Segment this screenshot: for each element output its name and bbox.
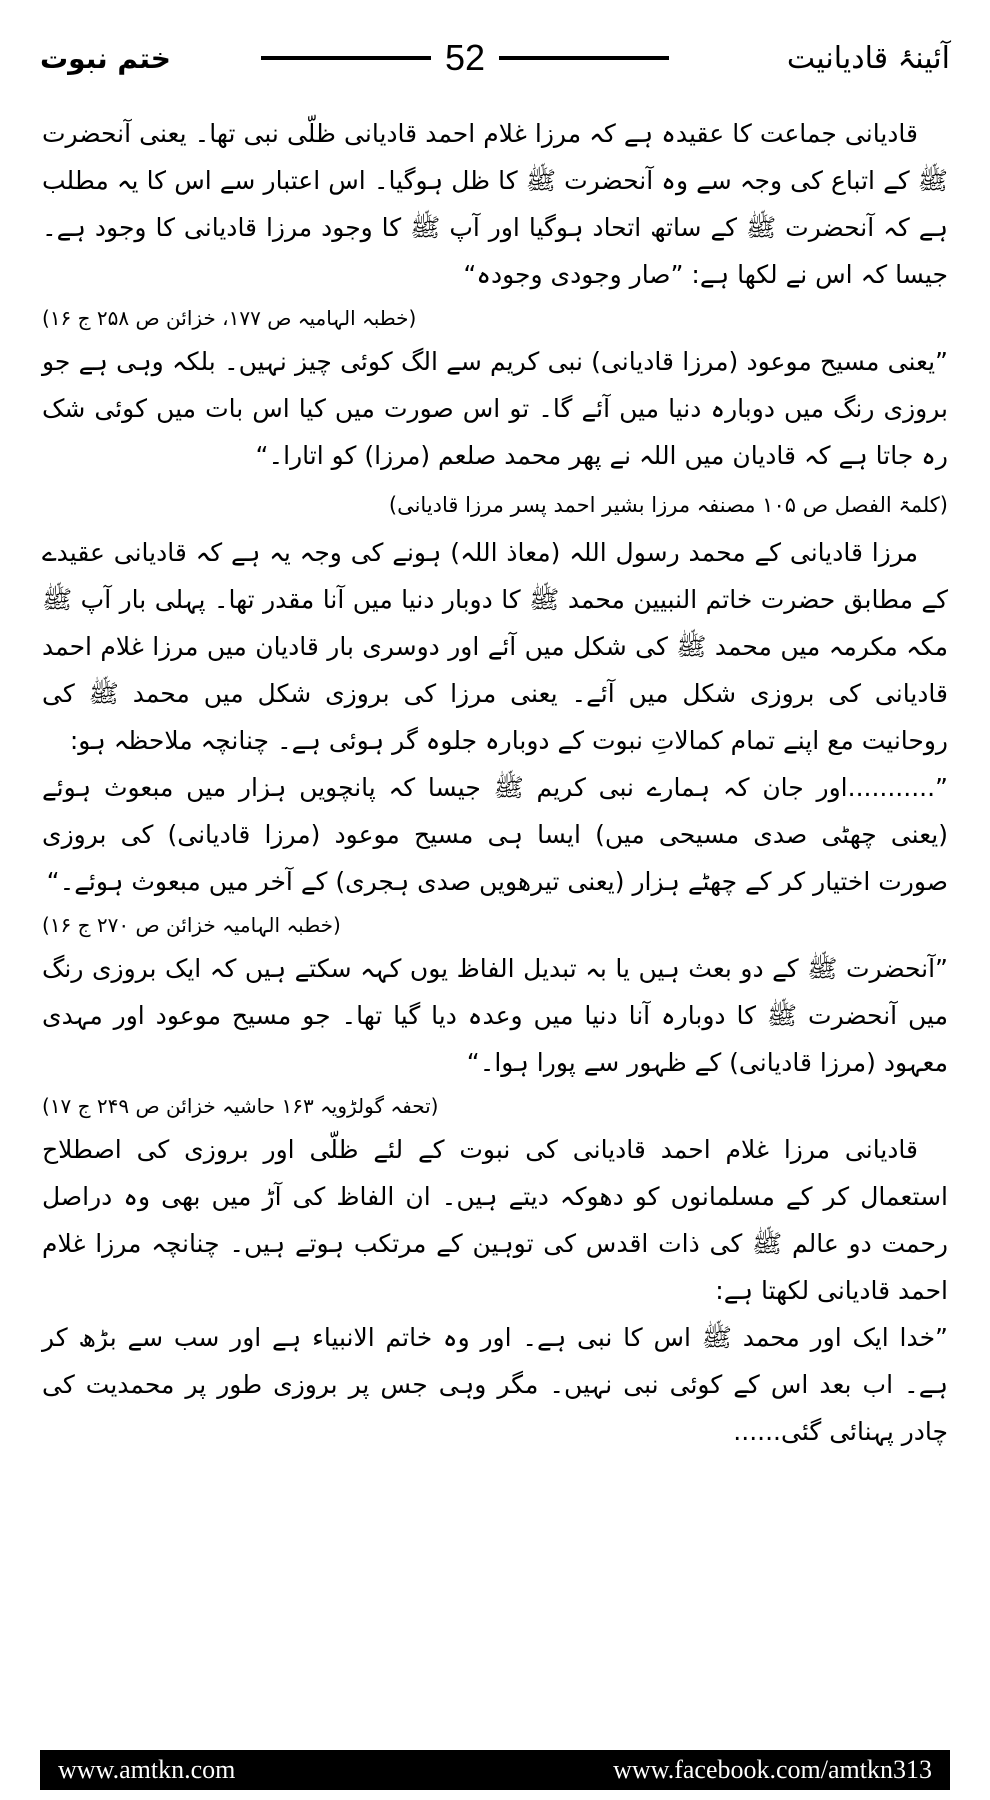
- quote-2: ”...........اور جان کہ ہمارے نبی کریم ﷺ جیسا کہ پانچویں ہزار میں مبعوث ہوئے (یعنی چھٹی صدی مسیحی میں) ایسا ہی مسیح موعود (مرزا قادیانی) کی بروزی صورت اختیار کر کے چھٹے ہزار (یعنی تیرھویں صدی ہجری) کے آخر میں مبعوث ہوئے۔“: [42, 773, 948, 896]
- quote-3: ”آنحضرت ﷺ کے دو بعث ہیں یا بہ تبدیل الفاظ یوں کہہ سکتے ہیں کہ ایک بروزی رنگ میں آنحضرت ﷺ کا دوبارہ آنا دنیا میں وعدہ دیا گیا تھا۔ جو مسیح موعود اور مہدی معہود (مرزا قادیانی) کے ظہور سے پورا ہوا۔“: [42, 954, 948, 1077]
- page-footer: [40, 1750, 950, 1790]
- reference-4: (تحفہ گولڑویہ ۱۶۳ حاشیہ خزائن ص ۲۴۹ ج ۱۷): [42, 1094, 439, 1118]
- header-rule-right: [499, 56, 669, 60]
- reference-3: (خطبہ الہامیہ خزائن ص ۲۷۰ ج ۱۶): [42, 913, 341, 937]
- quote-4: ”خدا ایک اور محمد ﷺ اس کا نبی ہے۔ اور وہ خاتم الانبیاء ہے اور سب سے بڑھ کر ہے۔ اب بعد اس کے کوئی نبی نہیں۔ مگر وہی جس پر بروزی طور پر محمدیت کی چادر پہنائی گئی......: [42, 1323, 948, 1446]
- page-body: [42, 110, 948, 1455]
- page-number-block: [240, 37, 690, 79]
- paragraph-2: مرزا قادیانی کے محمد رسول اللہ (معاذ اللہ) ہونے کی وجہ یہ ہے کہ قادیانی عقیدے کے مطابق حضرت خاتم النبیین محمد ﷺ کا دوبار دنیا میں آنا مقدر تھا۔ پہلی بار آپ ﷺ مکہ مکرمہ میں محمد ﷺ کی شکل میں آئے اور دوسری بار قادیان میں مرزا غلام احمد قادیانی کی بروزی شکل میں آئے۔ یعنی مرزا کی بروزی شکل میں محمد ﷺ کی روحانیت مع اپنے تمام کمالاتِ نبوت کے دوبارہ جلوہ گر ہوئی ہے۔ چنانچہ ملاحظہ ہو:: [42, 538, 948, 755]
- reference-1: (خطبہ الہامیہ ص ۱۷۷، خزائن ص ۲۵۸ ج ۱۶): [42, 306, 417, 330]
- facebook-link[interactable]: www.facebook.com/amtkn313: [613, 1755, 932, 1784]
- paragraph-1: قادیانی جماعت کا عقیدہ ہے کہ مرزا غلام احمد قادیانی ظلّی نبی تھا۔ یعنی آنحضرت ﷺ کے اتباع کی وجہ سے وہ آنحضرت ﷺ کا ظل ہوگیا۔ اس اعتبار سے اس کا یہ مطلب ہے کہ آنحضرت ﷺ کے ساتھ اتحاد ہوگیا اور آپ ﷺ کا وجود مرزا قادیانی کا وجود ہے۔ جیسا کہ اس نے لکھا ہے: ”صار وجودی وجودہ“: [42, 119, 948, 289]
- page-header: [40, 30, 950, 86]
- section-title: ختم نبوت: [40, 41, 171, 75]
- header-rule-left: [261, 56, 431, 60]
- book-title: آئینۂ قادیانیت: [786, 40, 950, 76]
- quote-1: ”یعنی مسیح موعود (مرزا قادیانی) نبی کریم سے الگ کوئی چیز نہیں۔ بلکہ وہی ہے جو بروزی رنگ میں دوبارہ دنیا میں آئے گا۔ تو اس صورت میں کیا اس بات میں کوئی شک رہ جاتا ہے کہ قادیان میں اللہ نے پھر محمد صلعم (مرزا) کو اتارا۔“: [42, 347, 948, 470]
- website-link[interactable]: www.amtkn.com: [58, 1755, 236, 1784]
- reference-2: (کلمۃ الفصل ص ۱۰۵ مصنفہ مرزا بشیر احمد پسر مرزا قادیانی): [388, 493, 948, 517]
- page-number: 52: [444, 37, 486, 78]
- paragraph-3: قادیانی مرزا غلام احمد قادیانی کی نبوت کے لئے ظلّی اور بروزی کی اصطلاح استعمال کر کے مسلمانوں کو دھوکہ دیتے ہیں۔ ان الفاظ کی آڑ میں بھی وہ دراصل رحمت دو عالم ﷺ کی ذات اقدس کی توہین کے مرتکب ہوتے ہیں۔ چنانچہ مرزا غلام احمد قادیانی لکھتا ہے:: [42, 1135, 948, 1305]
